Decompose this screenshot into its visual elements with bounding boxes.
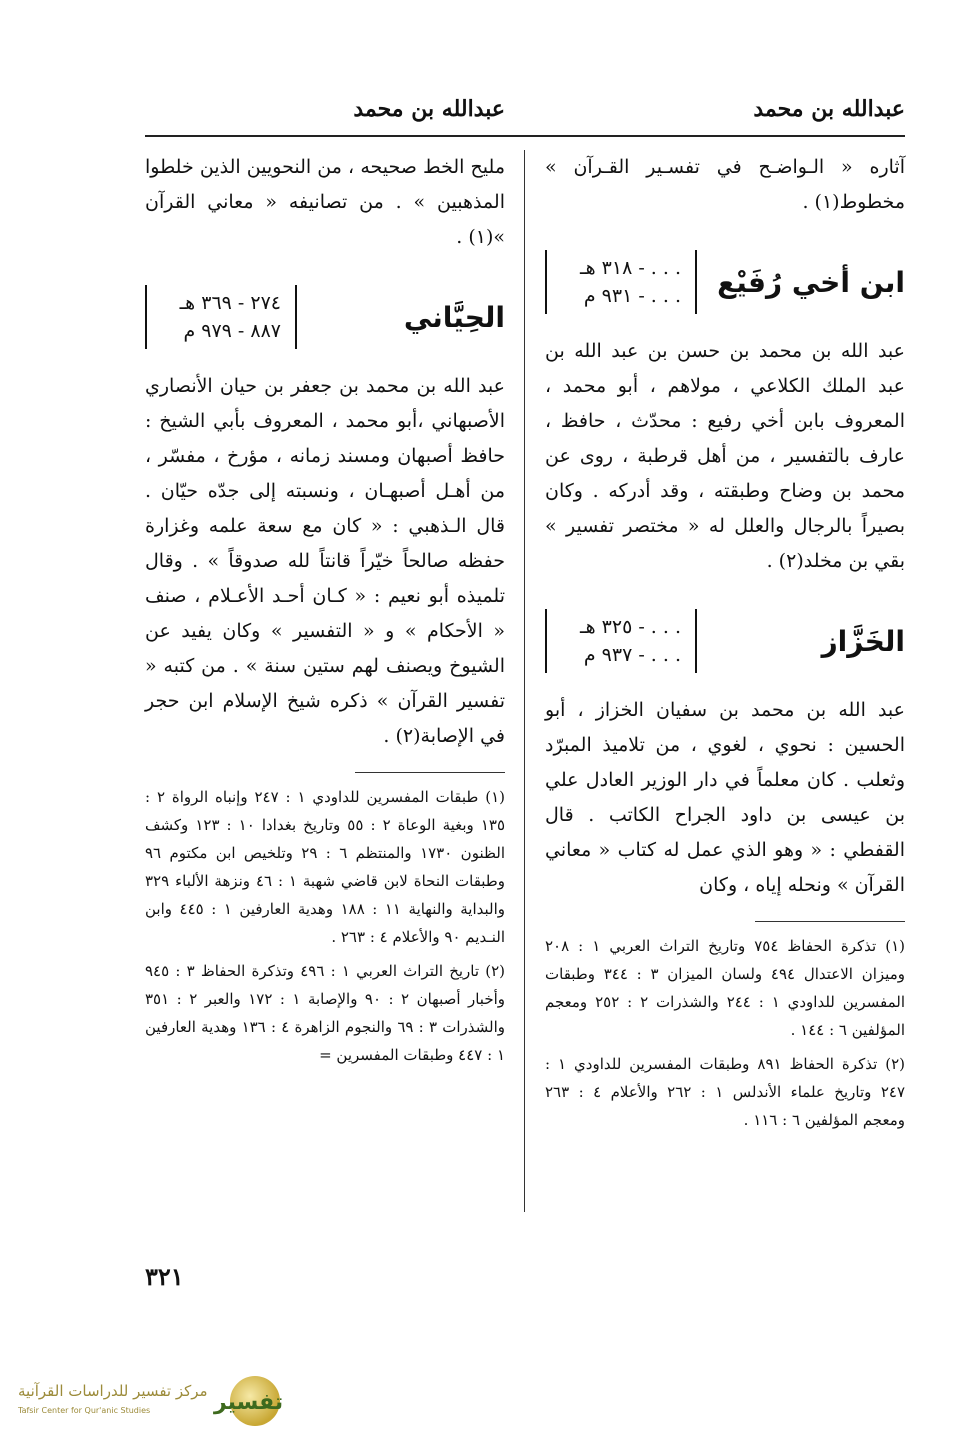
- gregorian-dates: . . . - ٩٣٧ م: [583, 644, 681, 666]
- footnote: (١) طبقات المفسرين للداودي ١ : ٢٤٧ وإنباه الرواة ٢ : ١٣٥ وبغية الوعاة ٢ : ٥٥ وتاريخ بغدادا ١٠ : ١٢٣ وكشف الظنون ١٧٣٠ والمنتظم ٦ : ٢٩ وتلخيص ابن مكتوم ٩٦ وطبقات النحاة لابن قاضي شهبة ١ : ٤٦ ونزهة الألباء ٣٢٩ والبداية والنهاية ١١ : ١٨٨ وهدية العارفين ١ : ٤٤٥ وابن النـديم ٩٠ والأعلام ٤ : ٢٦٣ .: [145, 788, 506, 946]
- left-intro-text: مليح الخط صحيحه ، من النحويين الذين خلطوا المذهبين » . من تصانيفه « معاني القرآن »(١) .: [145, 156, 505, 248]
- hijri-dates: . . . - ٣١٨ هـ: [580, 257, 681, 279]
- gregorian-dates: . . . - ٩٣١ م: [583, 285, 681, 307]
- footnote: (٢) تذكرة الحفاظ ٨٩١ وطبقات المفسرين للداودي ١ : ٢٤٧ وتاريخ علماء الأندلس ١ : ٢٦٢ والأعلام ٤ : ٢٦٣ ومعجم المؤلفين ٦ : ١١٦ .: [545, 1055, 905, 1129]
- date-box: [545, 609, 697, 673]
- publisher-logo: [18, 1376, 288, 1426]
- date-box: [545, 250, 697, 314]
- footnote: (١) تذكرة الحفاظ ٧٥٤ وتاريخ التراث العربي ١ : ٢٠٨ وميزان الاعتدال ٤٩٤ ولسان الميزان ٣ : ٣٤٤ وطبقات المفسرين للداودي ١ : ٢٤٤ والشذرات ٢ : ٢٥٢ ومعجم المؤلفين ٦ : ١٤٤ .: [545, 937, 906, 1039]
- entry-header: [145, 285, 505, 349]
- entry-body: عبد الله بن محمد بن حسن بن عبد الله بن عبد الملك الكلاعي ، مولاهم ، أبو محمد ، المعروف بابن أخي رفيع : محدّث ، حافظ ، عارف بالتفسير ، من أهل قرطبة ، روى عن محمد بن وضاح وطبقته ، وقد أدركه . وكان بصيراً بالرجال والعلل له « مختصر تفسير » بقي بن مخلد(٢) .: [545, 340, 905, 572]
- page-number: ٣٢١: [145, 1262, 184, 1291]
- running-head-right: عبدالله بن محمد: [753, 96, 905, 122]
- entry-header: [545, 609, 905, 673]
- footnote: (٢) تاريخ التراث العربي ١ : ٤٩٦ وتذكرة الحفاظ ٣ : ٩٤٥ وأخبار أصبهان ٢ : ٩٠ والإصابة ١ : ١٧٢ والعبر ٢ : ٣٥١ والشذرات ٣ : ٦٩ والنجوم الزاهرة ٤ : ١٣٦ وهدية العارفين ١ : ٤٤٧ وطبقات المفسرين =: [145, 962, 506, 1064]
- entry-header: [545, 250, 905, 314]
- hijri-dates: . . . - ٣٢٥ هـ: [580, 616, 681, 638]
- hijri-dates: ٢٧٤ - ٣٦٩ هـ: [179, 292, 281, 314]
- logo-wordmark: تفسير: [214, 1390, 284, 1415]
- right-intro-text: آثاره « الـواضـح في تفسـير القـرآن » مخطوط(١) .: [545, 156, 905, 213]
- right-column: [545, 150, 905, 1140]
- left-column: [145, 150, 505, 1075]
- footnote-rule: [755, 921, 905, 922]
- header-rule: [145, 135, 905, 137]
- entry-name: الحِيَّاني: [403, 300, 505, 334]
- entry-body: عبد الله بن محمد بن جعفر بن حيان الأنصاري الأصبهاني ،أبو محمد ، المعروف بأبي الشيخ : حافظ أصبهان ومسند زمانه ، مؤرخ ، مفسّر ، من أهـل أصبهـان ، ونسبته إلى جدّه حيّان . قال الـذهبي : « كان مع سعة علمه وغزارة حفظه صالحاً خيّراً قانتاً لله صدوقاً » . وقال تلميذه أبو نعيم : « كـان أحـد الأعـلام ، صنف « الأحكام » و « التفسير » وكان يفيد عن الشيوخ ويصنف لهم ستين سنة » . من كتبه « تفسير القرآن » ذكره شيخ الإسلام ابن حجر في الإصابة(٢) .: [145, 375, 505, 747]
- running-head-left: عبدالله بن محمد: [353, 96, 505, 122]
- entry-body: عبد الله بن محمد بن سفيان الخزاز ، أبو الحسين : نحوي ، لغوي ، من تلاميذ المبرّد وثعلب . كان معلماً في دار الوزير العادل علي بن عيسى بن داود الجراح الكاتب . قال القفطي : « وهو الذي عمل له كتاب « معاني القرآن » ونحله إياه ، وكان: [545, 699, 905, 896]
- date-box: [145, 285, 297, 349]
- column-divider: [524, 150, 525, 1212]
- logo-english-text: Tafsir Center for Qur'anic Studies: [18, 1406, 151, 1415]
- entry-name: الخَزَّاز: [821, 624, 905, 658]
- gregorian-dates: ٨٨٧ - ٩٧٩ م: [183, 320, 281, 342]
- footnote-rule: [355, 772, 505, 773]
- entry-name: ابن أخي رُفَيْع: [717, 265, 905, 299]
- logo-arabic-text: مركز تفسير للدراسات القرآنية: [18, 1382, 208, 1400]
